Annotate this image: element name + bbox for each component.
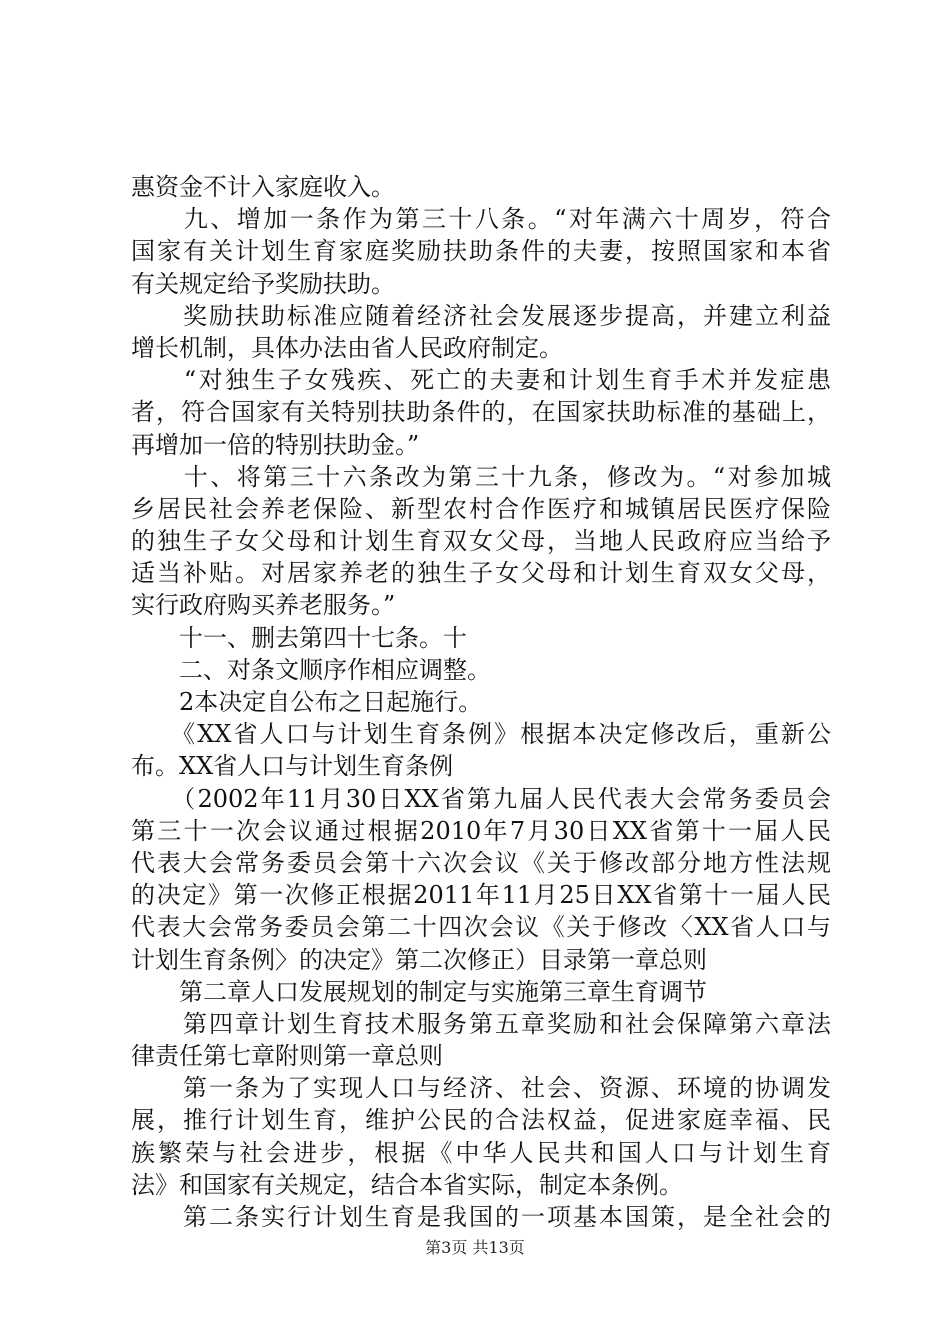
document-body: [131, 171, 831, 1233]
page-footer: 第3页 共13页: [425, 1238, 525, 1257]
text-line: 十一、删去第四十七条。十: [131, 623, 467, 652]
text-line: 再增加一倍的特别扶助金。”: [131, 430, 420, 459]
text-line: 十、将第三十六条改为第三十九条，修改为。“对参加城: [131, 462, 831, 491]
text-line: （2002年11月30日XX省第九届人民代表大会常务委员会: [131, 784, 831, 813]
text-line: 族繁荣与社会进步，根据《中华人民共和国人口与计划生育: [131, 1138, 831, 1167]
text-line: 第二章人口发展规划的制定与实施第三章生育调节: [131, 977, 707, 1006]
text-line: 代表大会常务委员会第十六次会议《关于修改部分地方性法规: [131, 848, 831, 877]
text-line: “对独生子女残疾、死亡的夫妻和计划生育手术并发症患: [131, 366, 831, 395]
text-line: 第一条为了实现人口与经济、社会、资源、环境的协调发: [131, 1074, 831, 1103]
text-line: 第二条实行计划生育是我国的一项基本国策，是全社会的: [131, 1203, 831, 1231]
text-line: 展，推行计划生育，维护公民的合法权益，促进家庭幸福、民: [131, 1106, 831, 1135]
text-line: 第三十一次会议通过根据2010年7月30日XX省第十一届人民: [131, 816, 831, 845]
text-line: 法》和国家有关规定，结合本省实际，制定本条例。: [131, 1170, 683, 1199]
text-line: 计划生育条例〉的决定》第二次修正）目录第一章总则: [131, 945, 707, 974]
text-line: 律责任第七章附则第一章总则: [131, 1042, 443, 1071]
text-line: 代表大会常务委员会第二十四次会议《关于修改〈XX省人口与: [131, 913, 831, 942]
text-line: 国家有关计划生育家庭奖励扶助条件的夫妻，按照国家和本省: [131, 237, 831, 266]
text-line: 有关规定给予奖励扶助。: [131, 269, 395, 298]
text-line: 者，符合国家有关特别扶助条件的，在国家扶助标准的基础上，: [131, 398, 831, 427]
text-line: 的决定》第一次修正根据2011年11月25日XX省第十一届人民: [131, 881, 831, 910]
text-line: 增长机制，具体办法由省人民政府制定。: [131, 333, 563, 362]
text-line: 二、对条文顺序作相应调整。: [131, 655, 491, 684]
text-line: 奖励扶助标准应随着经济社会发展逐步提高，并建立利益: [131, 301, 831, 330]
text-line: 《XX省人口与计划生育条例》根据本决定修改后，重新公: [131, 720, 831, 749]
text-line: 适当补贴。对居家养老的独生子女父母和计划生育双女父母，: [131, 559, 831, 588]
text-line: 乡居民社会养老保险、新型农村合作医疗和城镇居民医疗保险: [131, 494, 831, 523]
text-line: 的独生子女父母和计划生育双女父母，当地人民政府应当给予: [131, 527, 831, 556]
text-line: 2本决定自公布之日起施行。: [131, 688, 483, 716]
text-line: 布。XX省人口与计划生育条例: [131, 752, 454, 781]
text-line: 惠资金不计入家庭收入。: [131, 173, 395, 201]
text-line: 实行政府购买养老服务。”: [131, 591, 396, 620]
text-line: 第四章计划生育技术服务第五章奖励和社会保障第六章法: [131, 1009, 831, 1038]
text-line: 九、增加一条作为第三十八条。“对年满六十周岁，符合: [131, 205, 831, 234]
